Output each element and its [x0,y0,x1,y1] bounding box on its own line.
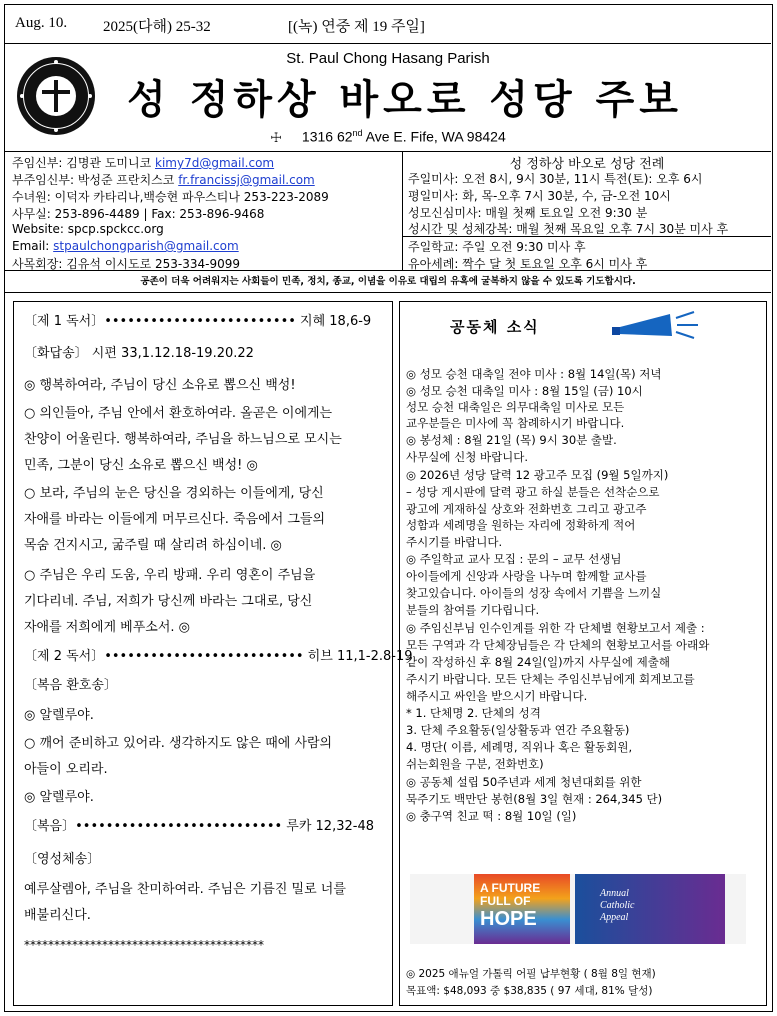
reading-line: 민족, 그분이 당신 소유로 뽑으신 백성! ◎ [24,458,258,473]
news-line: ◎ 공동체 설립 50주년과 세계 청년대회를 위한 [406,775,642,789]
reading-line: ◎ 알렐루야. [24,708,94,723]
news-line: ◎ 봉성체 : 8월 21일 (목) 9시 30분 출발. [406,433,617,447]
readings-column [13,301,413,1006]
reading-line: ○ 의인들아, 주님 안에서 환호하여라. 올곧은 이에게는 [24,406,333,421]
reading-line: 예루살렘아, 주님을 찬미하여라. 주님은 기름진 밀로 너를 [24,882,346,897]
news-line: 쉬는회원을 구분, 전화번호) [406,757,544,771]
reading-line: ○ 주님은 우리 도움, 우리 방패. 우리 영혼이 주님을 [24,568,316,583]
holy-hour: 성시간 및 성체강복: 매월 첫째 목요일 오후 7시 30분 미사 후 [408,222,729,236]
news-line: 같이 작성하신 후 8월 24일(일)까지 사무실에 제출해 [406,655,670,669]
sunday-mass: 주일미사: 오전 8시, 9시 30분, 11시 특전(토): 오후 6시 [408,172,703,186]
infant-baptism: 유아세례: 짝수 달 첫 토요일 오후 6시 미사 후 [408,257,648,271]
news-line: 교우분들은 미사에 꼭 참례하시기 바랍니다. [406,416,625,430]
assistant-line: 부주임신부: 박성준 프란치스코 fr.francissj@gmail.com [12,173,315,187]
parish-seal-icon [17,57,95,135]
info-block [5,152,771,271]
reading-line: ◎ 알렐루야. [24,790,94,805]
assistant-email-link[interactable]: fr.francissj@gmail.com [178,173,315,187]
news-line: 묵주기도 백만단 봉헌(8월 3일 현재 : 264,345 단) [406,792,663,806]
news-line: 주시기 바랍니다. 모든 단체는 주임신부님에게 회계보고를 [406,672,695,686]
reading-line: 자애를 바라는 이들에게 머무르신다. 죽음에서 그들의 [24,512,326,527]
liturgical-season: [(녹) 연중 제 19 주일] [288,19,425,35]
issue-date: Aug. 10. [15,15,68,31]
staff-list [5,152,403,271]
sisters-line: 수녀원: 이덕자 카타리나,백승현 파우스티나 253-223-2089 [12,190,329,204]
news-line: 4. 명단( 이름, 세례명, 직위나 혹은 활동회원, [406,740,633,754]
megaphone-icon [610,310,700,340]
liturgy-schedule [403,152,771,271]
reading-line: 〔제 1 독서〕••••••••••••••••••••••••• 지혜 18,6-9 [24,314,372,329]
email-line: Email: stpaulchongparish@gmail.com [12,239,239,253]
prayer-intention: 공존이 더욱 어려워지는 사회들이 민족, 정치, 종교, 이념을 이유로 대립의 유혹에 굴복하지 않을 수 있도록 기도합시다. [5,271,771,293]
news-line: ◎ 성모 승천 대축일 미사 : 8월 15일 (금) 10시 [406,384,643,398]
bulletin-title: 성 정하상 바오로 성당 주보 [127,77,683,123]
liturgy-title: 성 정하상 바오로 성당 전례 [509,157,665,172]
news-line: 사무실에 신청 바랍니다. [406,450,529,464]
reading-line: 〔영성체송〕 [24,852,101,867]
reading-line: 〔화답송〕 시편 33,1.12.18-19.20.22 [24,346,254,361]
news-line: 찾고있습니다. 아이들의 성장 속에서 기쁨을 느끼실 [406,586,662,600]
news-line: 분들의 참여를 기다립니다. [406,603,540,617]
appeal-goal: 목표액: $48,093 중 $38,835 ( 97 세대, 81% 달성) [406,985,653,997]
reading-line: 찬양이 어울린다. 행복하여라, 주님을 하느님으로 모시는 [24,432,342,447]
news-line: * 1. 단체명 2. 단체의 성격 [406,706,541,720]
reading-line: ◎ 행복하여라, 주님이 당신 소유로 뽑으신 백성! [24,378,296,393]
annual-appeal-banner: A FUTURE FULL OF HOPE Annual Catholic Appeal [410,874,746,944]
news-line: ◎ 2026년 성당 달력 12 광고주 모집 (9월 5일까지) [406,468,669,482]
reading-line: 〔복음〕••••••••••••••••••••••••••• 루카 12,32-48 [24,819,374,834]
address: ☩ 1316 62nd Ave E. Fife, WA 98424 [270,128,506,145]
reading-line: 〔복음 환호송〕 [24,678,117,693]
weekday-mass: 평일미사: 화, 목-오후 7시 30분, 수, 금-오전 10시 [408,189,671,203]
news-title: 공동체 소식 [450,318,540,336]
news-line: 광고에 게재하실 상호와 전화번호 그리고 광고주 [406,502,647,516]
news-line: 주시기를 바랍니다. [406,535,503,549]
pastor-line: 주임신부: 김명관 도미니코 kimy7d@gmail.com [12,156,275,170]
bulletin-page [4,4,773,1012]
pastor-email-link[interactable]: kimy7d@gmail.com [155,156,275,170]
reading-line: 아들이 오리라. [24,762,108,777]
news-line: – 성당 게시판에 달력 광고 하실 분들은 선착순으로 [406,485,660,499]
sunday-school: 주일학교: 주일 오전 9:30 미사 후 [408,240,586,254]
news-line: ◎ 성모 승천 대축일 전야 미사 : 8월 14일(목) 저녁 [406,367,662,381]
parish-email-link[interactable]: stpaulchongparish@gmail.com [53,239,239,253]
cross-icon: ☩ [270,129,282,145]
news-line: 해주시고 싸인을 받으시기 바랍니다. [406,689,588,703]
reading-line: ○ 보라, 주님의 눈은 당신을 경외하는 이들에게, 당신 [24,486,324,501]
news-line: ◎ 충구역 친교 떡 : 8월 10일 (일) [406,809,577,823]
reading-line: ○ 깨어 준비하고 있어라. 생각하지도 않은 때에 사람의 [24,736,333,751]
first-saturday-mass: 성모신심미사: 매월 첫째 토요일 오전 9:30 분 [408,206,648,220]
issue-bar [5,5,771,44]
reading-line: 〔제 2 독서〕•••••••••••••••••••••••••• 히브 11,1-2.8-19 [24,649,413,664]
news-line: 아이들에게 신앙과 사랑을 나누며 함께할 교사를 [406,569,647,583]
parish-name-en: St. Paul Chong Hasang Parish [286,50,490,67]
reading-line: 기다리네. 주님, 저희가 당신께 바라는 그대로, 당신 [24,594,313,609]
appeal-status: ◎ 2025 애뉴얼 가톨릭 어필 납부현황 ( 8월 8일 현재) [406,968,656,980]
news-line: 성함과 세례명을 원하는 자리에 정확하게 적어 [406,518,636,532]
reading-line: 배불리신다. [24,908,91,923]
website-line: Website: spcp.spckcc.org [12,222,164,236]
issue-year: 2025(다해) 25-32 [103,19,211,35]
news-line: 성모 승천 대축일은 의무대축일 미사로 모든 [406,400,625,414]
reading-line: 목숨 건지시고, 굶주릴 때 살리려 하심이네. ◎ [24,538,282,553]
news-column [399,301,767,1006]
council-line: 사목회장: 김유석 이시도로 253-334-9099 [12,257,241,271]
reading-line: 자애를 저희에게 베푸소서. ◎ [24,620,191,635]
news-line: ◎ 주일학교 교사 모집 : 문의 – 교무 선생님 [406,552,622,566]
office-line: 사무실: 253-896-4489 | Fax: 253-896-9468 [12,207,265,221]
news-line: 3. 단체 주요활동(일상활동과 연간 주요활동) [406,723,630,737]
news-line: ◎ 주임신부님 인수인계를 위한 각 단체별 현황보고서 제출 : [406,621,705,635]
masthead [5,44,771,152]
news-line: 모든 구역과 각 단체장님들은 각 단체의 현황보고서를 아래와 [406,638,710,652]
reading-line: **************************************** [24,938,264,952]
